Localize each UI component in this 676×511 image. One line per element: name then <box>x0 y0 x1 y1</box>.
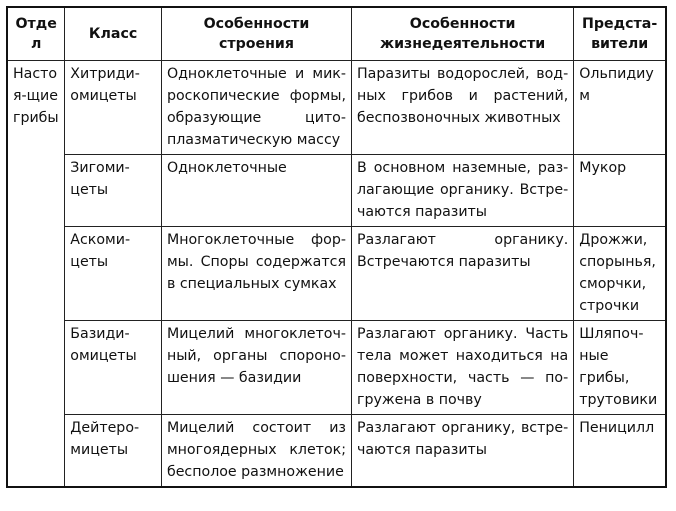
representatives-cell: Мукор <box>574 155 666 227</box>
table-row <box>7 61 666 155</box>
life-cell: Разлагают органику, встре-чаются паразиты <box>351 415 573 488</box>
fungi-table-container <box>6 6 667 488</box>
department-cell: Настоя-щие грибы <box>7 61 65 488</box>
class-cell: Зигоми-цеты <box>65 155 162 227</box>
structure-cell: Мицелий многоклеточ-ный, органы спороно-шения — базидии <box>161 321 351 415</box>
representatives-cell: Шляпоч-ные грибы, трутовики <box>574 321 666 415</box>
structure-cell: Многоклеточные фор-мы. Споры содержатся в специальных сумках <box>161 227 351 321</box>
class-cell: Базиди-омицеты <box>65 321 162 415</box>
table-body <box>7 61 666 488</box>
table-row <box>7 415 666 488</box>
structure-cell: Одноклеточные и мик-роскопические формы, образующие цито-плазматическую массу <box>161 61 351 155</box>
header-dept: Отдел <box>7 7 65 61</box>
table-row <box>7 321 666 415</box>
life-cell: В основном наземные, раз-лагающие органику. Встре-чаются паразиты <box>351 155 573 227</box>
representatives-cell: Ольпидиум <box>574 61 666 155</box>
fungi-classification-table <box>6 6 667 488</box>
header-representatives: Предста-вители <box>574 7 666 61</box>
table-row <box>7 155 666 227</box>
table-header <box>7 7 666 61</box>
class-cell: Дейтеро-мицеты <box>65 415 162 488</box>
representatives-cell: Дрожжи, спорынья, сморчки, строчки <box>574 227 666 321</box>
header-row <box>7 7 666 61</box>
structure-cell: Мицелий состоит из многоядерных клеток; бесполое размножение <box>161 415 351 488</box>
life-cell: Паразиты водорослей, вод-ных грибов и растений, беспозвоночных животных <box>351 61 573 155</box>
life-cell: Разлагают органику. Встречаются паразиты <box>351 227 573 321</box>
class-cell: Аскоми-цеты <box>65 227 162 321</box>
table-row <box>7 227 666 321</box>
structure-cell: Одноклеточные <box>161 155 351 227</box>
class-cell: Хитриди-омицеты <box>65 61 162 155</box>
header-class: Класс <box>65 7 162 61</box>
representatives-cell: Пеницилл <box>574 415 666 488</box>
header-structure: Особенности строения <box>161 7 351 61</box>
life-cell: Разлагают органику. Часть тела может находиться на поверхности, часть — по-гружена в почву <box>351 321 573 415</box>
header-life: Особенности жизнедеятельности <box>351 7 573 61</box>
